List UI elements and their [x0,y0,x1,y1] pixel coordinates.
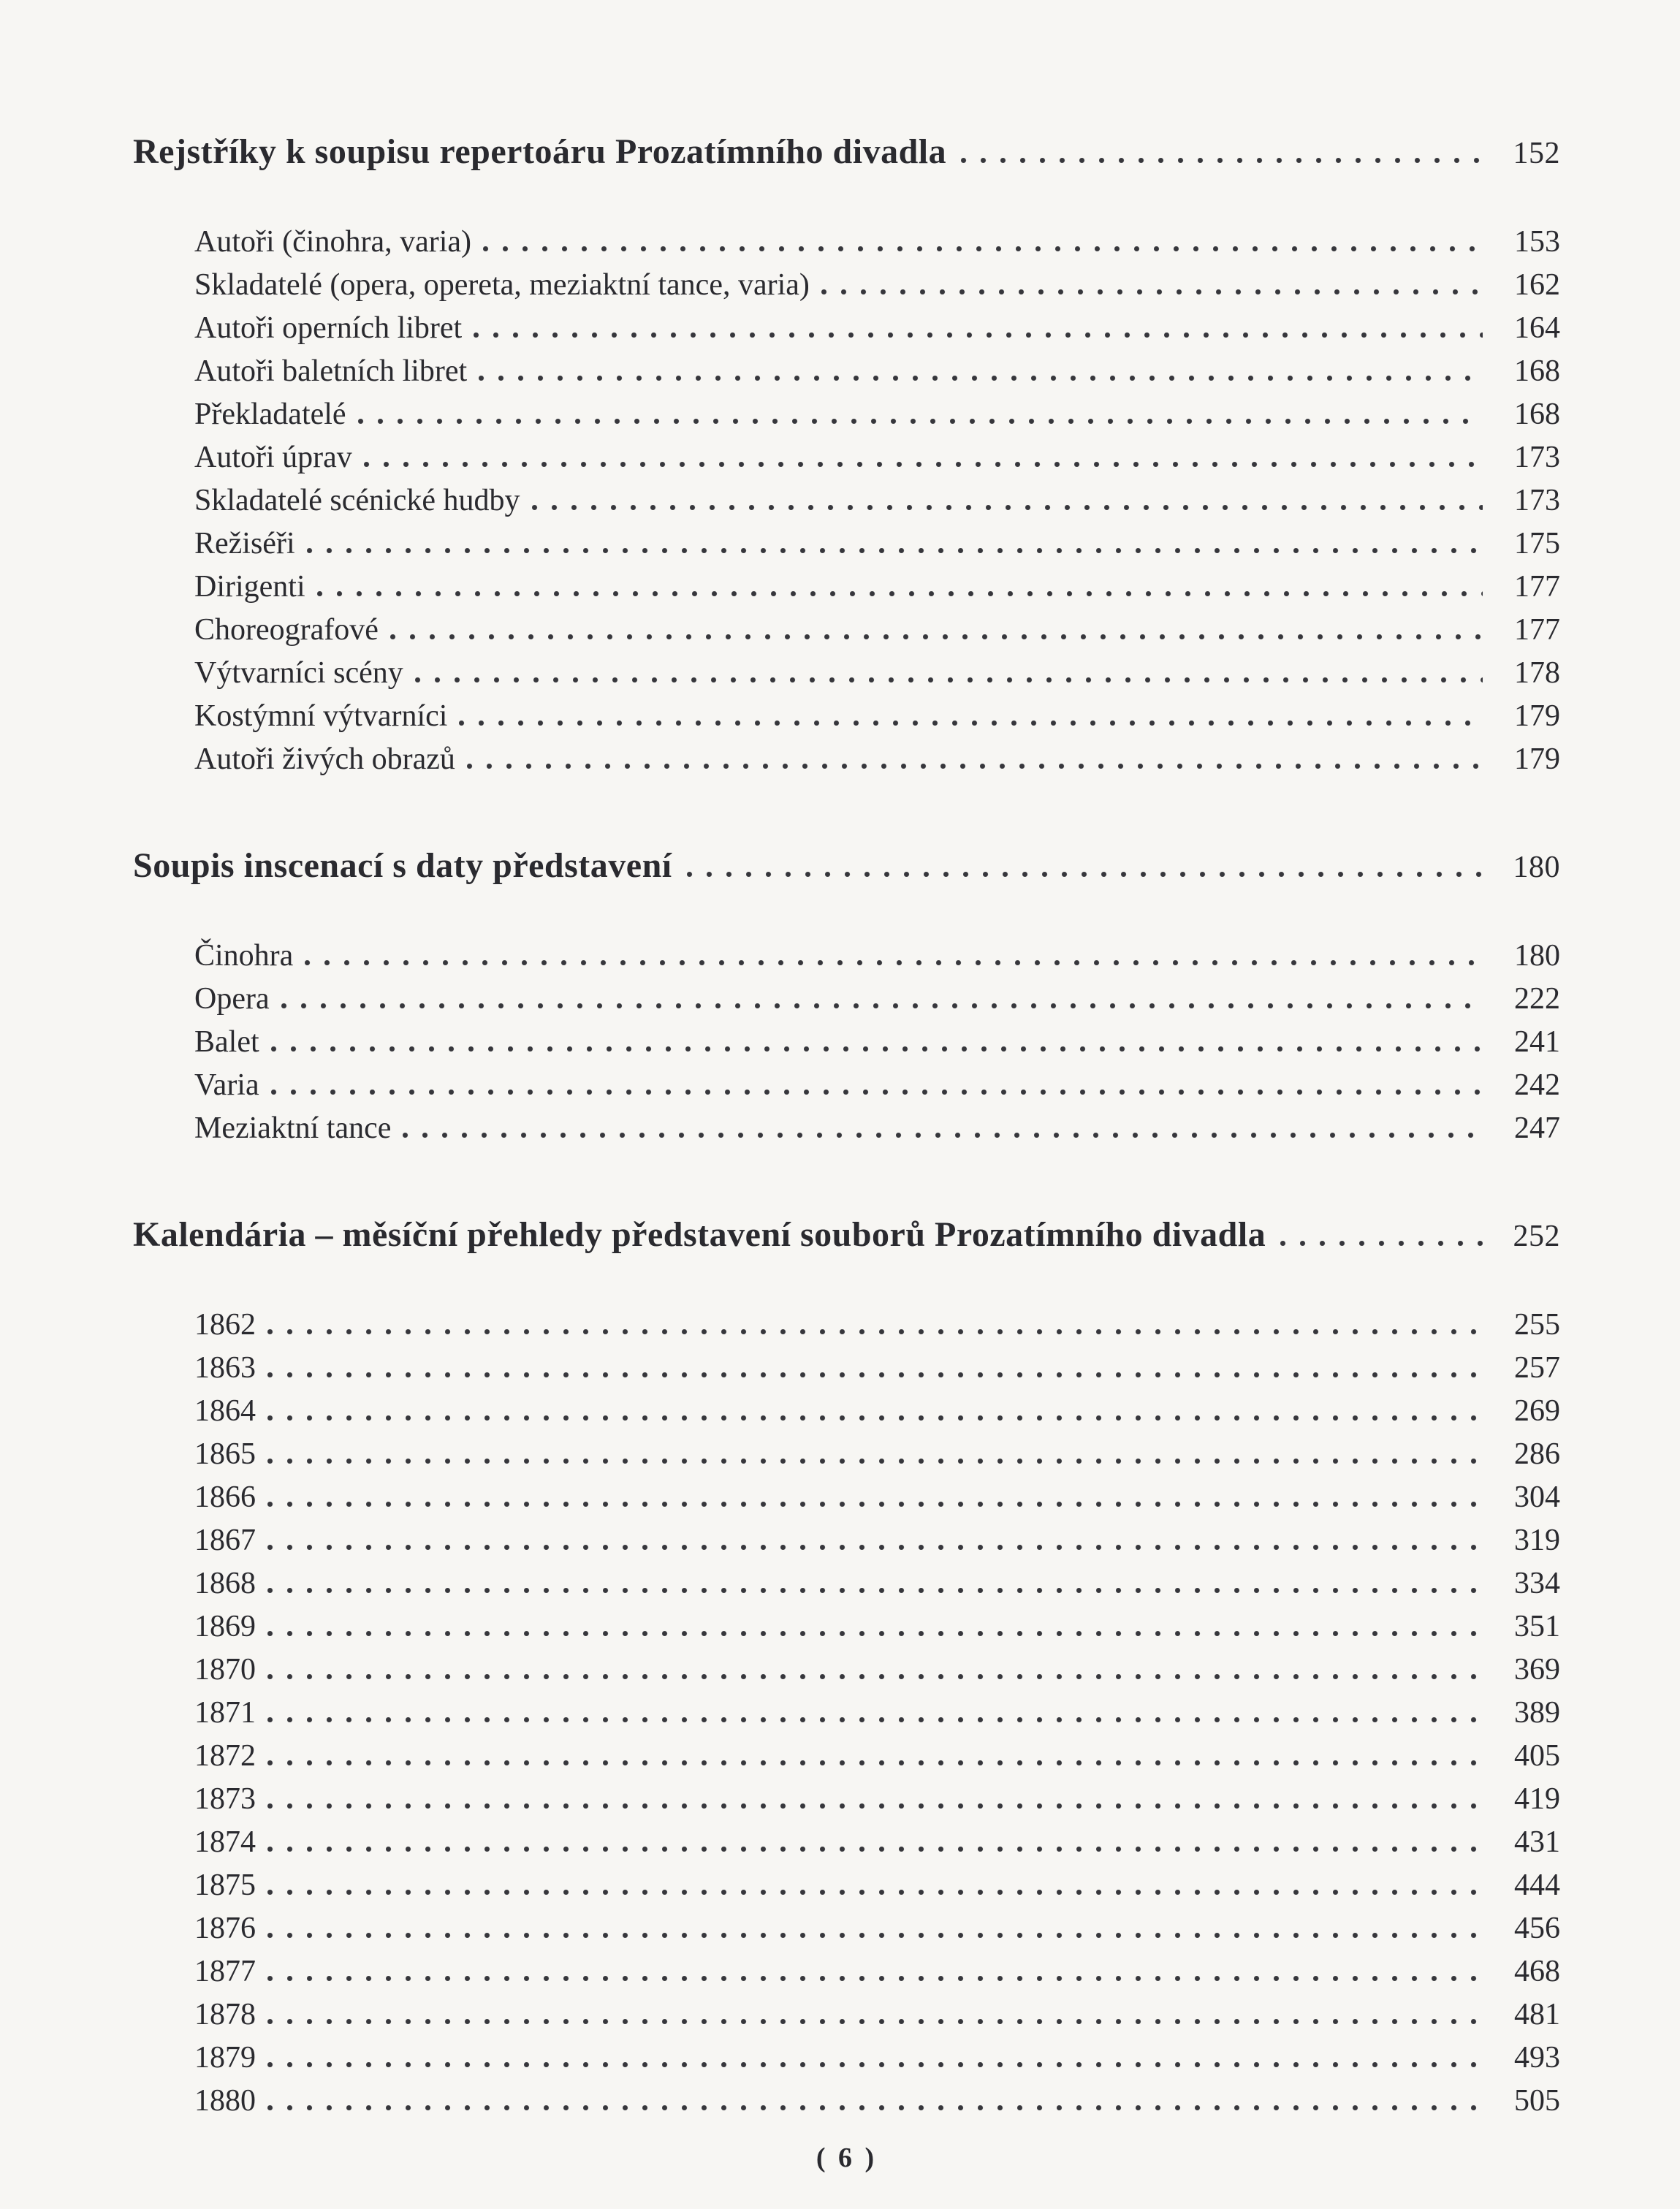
dot-leader [267,1415,1483,1421]
entry-page-number: 241 [1514,1025,1560,1059]
dot-leader [483,246,1483,251]
entry-page-number: 162 [1514,268,1560,302]
entry-page-number: 180 [1514,939,1560,973]
toc-entry [194,221,1560,264]
entry-page-number: 179 [1514,699,1560,733]
toc-entry [194,307,1560,350]
entry-page-number: 173 [1514,441,1560,474]
dot-leader [267,1847,1483,1852]
dot-leader [267,2019,1483,2024]
entry-page-number: 177 [1514,570,1560,604]
folio-page-number: ( 6 ) [816,2143,878,2173]
entry-page-number: 168 [1514,398,1560,431]
dot-leader [267,1372,1483,1377]
entry-label: Režiséři [194,527,295,560]
entry-page-number: 456 [1514,1912,1560,1945]
entry-label: 1868 [194,1567,256,1600]
toc-entry [194,1864,1560,1907]
dot-leader [267,1502,1483,1507]
dot-leader [281,1003,1483,1008]
entry-label: 1862 [194,1308,256,1342]
entry-label: Opera [194,982,270,1016]
dot-leader [267,1803,1483,1809]
entry-label: Meziaktní tance [194,1111,392,1145]
toc-entry [194,1390,1560,1433]
toc-entry [194,1519,1560,1562]
entry-page-number: 175 [1514,527,1560,560]
dot-leader [390,634,1483,639]
dot-leader [821,289,1483,294]
toc-entry [194,1778,1560,1821]
section-heading-row [133,130,1560,175]
dot-leader [687,872,1483,877]
dot-leader [467,764,1483,769]
dot-leader [267,1890,1483,1895]
entry-label: 1867 [194,1524,256,1557]
toc-entry [194,609,1560,652]
entry-label: Výtvarníci scény [194,656,403,690]
section-items [133,935,1560,1150]
toc-entry [194,935,1560,978]
entry-label: 1878 [194,1998,256,2031]
section-heading-row [133,1213,1560,1258]
entry-label: Skladatelé scénické hudby [194,484,520,517]
entry-page-number: 222 [1514,982,1560,1016]
entry-label: 1879 [194,2041,256,2075]
toc-entry [194,1993,1560,2037]
entry-page-number: 179 [1514,742,1560,776]
toc-entry [194,566,1560,609]
page-footer [133,2142,1560,2174]
dot-leader [267,1933,1483,1938]
entry-page-number: 369 [1514,1653,1560,1687]
entry-page-number: 444 [1514,1868,1560,1902]
entry-page-number: 405 [1514,1739,1560,1773]
dot-leader [474,332,1483,338]
entry-page-number: 168 [1514,354,1560,388]
entry-label: Překladatelé [194,398,346,431]
entry-label: 1863 [194,1351,256,1385]
toc-entry [194,1107,1560,1150]
toc-entry [194,978,1560,1021]
toc-entry [194,1821,1560,1864]
entry-label: 1880 [194,2084,256,2118]
toc-entry [194,2080,1560,2123]
toc-entry [194,1476,1560,1519]
dot-leader [267,1717,1483,1722]
section-items [133,1304,1560,2123]
entry-label: 1865 [194,1437,256,1471]
entry-page-number: 164 [1514,311,1560,345]
dot-leader [267,1545,1483,1550]
dot-leader [267,2062,1483,2067]
dot-leader [317,591,1483,596]
entry-label: 1876 [194,1912,256,1945]
toc-sections [133,130,1560,2123]
entry-label: Autoři (činohra, varia) [194,225,472,259]
entry-page-number: 493 [1514,2041,1560,2075]
entry-page-number: 304 [1514,1480,1560,1514]
toc-entry [194,1605,1560,1649]
entry-label: Autoři operních libret [194,311,463,345]
section-items [133,221,1560,781]
dot-leader [961,158,1483,163]
entry-label: 1864 [194,1394,256,1428]
dot-leader [267,1976,1483,1981]
dot-leader [267,1631,1483,1636]
entry-label: 1875 [194,1868,256,1902]
toc-entry [194,1907,1560,1950]
dot-leader [271,1046,1483,1052]
entry-label: Kostýmní výtvarníci [194,699,448,733]
toc-entry [194,522,1560,566]
entry-label: Varia [194,1068,259,1102]
entry-page-number: 351 [1514,1610,1560,1643]
toc-entry [194,436,1560,479]
dot-leader [403,1133,1483,1138]
dot-leader [532,505,1483,510]
dot-leader [271,1090,1483,1095]
section-title: Kalendária – měsíční přehledy představení souborů Prozatímního divadla [133,1215,1266,1254]
entry-label: 1871 [194,1696,256,1730]
toc-entry [194,738,1560,781]
section-page-number: 252 [1513,1220,1560,1253]
entry-page-number: 247 [1514,1111,1560,1145]
toc-entry [194,1347,1560,1390]
entry-label: 1877 [194,1955,256,1988]
dot-leader [479,376,1483,381]
dot-leader [267,1588,1483,1593]
entry-page-number: 173 [1514,484,1560,517]
dot-leader [358,419,1483,424]
toc-entry [194,1064,1560,1107]
entry-page-number: 286 [1514,1437,1560,1471]
section-title: Rejstříky k soupisu repertoáru Prozatímního divadla [133,132,947,171]
entry-label: Dirigenti [194,570,305,604]
entry-page-number: 389 [1514,1696,1560,1730]
entry-label: 1872 [194,1739,256,1773]
toc-entry [194,1021,1560,1064]
dot-leader [267,1760,1483,1765]
entry-page-number: 177 [1514,613,1560,647]
dot-leader [307,548,1483,553]
entry-label: Balet [194,1025,259,1059]
entry-label: 1873 [194,1782,256,1816]
dot-leader [305,960,1483,965]
entry-page-number: 431 [1514,1825,1560,1859]
entry-page-number: 178 [1514,656,1560,690]
toc-section [133,844,1560,1150]
toc-entry [194,1304,1560,1347]
dot-leader [1280,1241,1483,1246]
entry-page-number: 255 [1514,1308,1560,1342]
toc-entry [194,264,1560,307]
section-heading-row [133,844,1560,889]
toc-entry [194,350,1560,393]
entry-label: 1870 [194,1653,256,1687]
entry-label: Autoři živých obrazů [194,742,455,776]
toc-entry [194,1562,1560,1605]
toc-entry [194,695,1560,738]
section-page-number: 152 [1513,137,1560,170]
entry-page-number: 269 [1514,1394,1560,1428]
entry-label: 1869 [194,1610,256,1643]
entry-label: Skladatelé (opera, opereta, meziaktní tance, varia) [194,268,810,302]
dot-leader [267,2105,1483,2110]
toc-entry [194,2037,1560,2080]
entry-page-number: 481 [1514,1998,1560,2031]
toc-entry [194,652,1560,695]
toc-entry [194,1735,1560,1778]
entry-label: Autoři úprav [194,441,352,474]
toc-section [133,130,1560,781]
toc-entry [194,1692,1560,1735]
dot-leader [267,1459,1483,1464]
dot-leader [459,721,1483,726]
entry-label: 1866 [194,1480,256,1514]
entry-label: 1874 [194,1825,256,1859]
entry-label: Choreografové [194,613,379,647]
section-title: Soupis inscenací s daty představení [133,846,672,885]
dot-leader [415,677,1483,683]
toc-entry [194,479,1560,522]
entry-label: Autoři baletních libret [194,354,468,388]
entry-page-number: 153 [1514,225,1560,259]
entry-page-number: 334 [1514,1567,1560,1600]
toc-section [133,1213,1560,2123]
dot-leader [267,1674,1483,1679]
entry-label: Činohra [194,939,294,973]
toc-entry [194,1950,1560,1993]
dot-leader [364,462,1483,467]
toc-entry [194,1649,1560,1692]
toc-entry [194,393,1560,436]
entry-page-number: 257 [1514,1351,1560,1385]
entry-page-number: 419 [1514,1782,1560,1816]
entry-page-number: 242 [1514,1068,1560,1102]
section-page-number: 180 [1513,851,1560,884]
entry-page-number: 468 [1514,1955,1560,1988]
toc-entry [194,1433,1560,1476]
dot-leader [267,1329,1483,1334]
entry-page-number: 505 [1514,2084,1560,2118]
entry-page-number: 319 [1514,1524,1560,1557]
